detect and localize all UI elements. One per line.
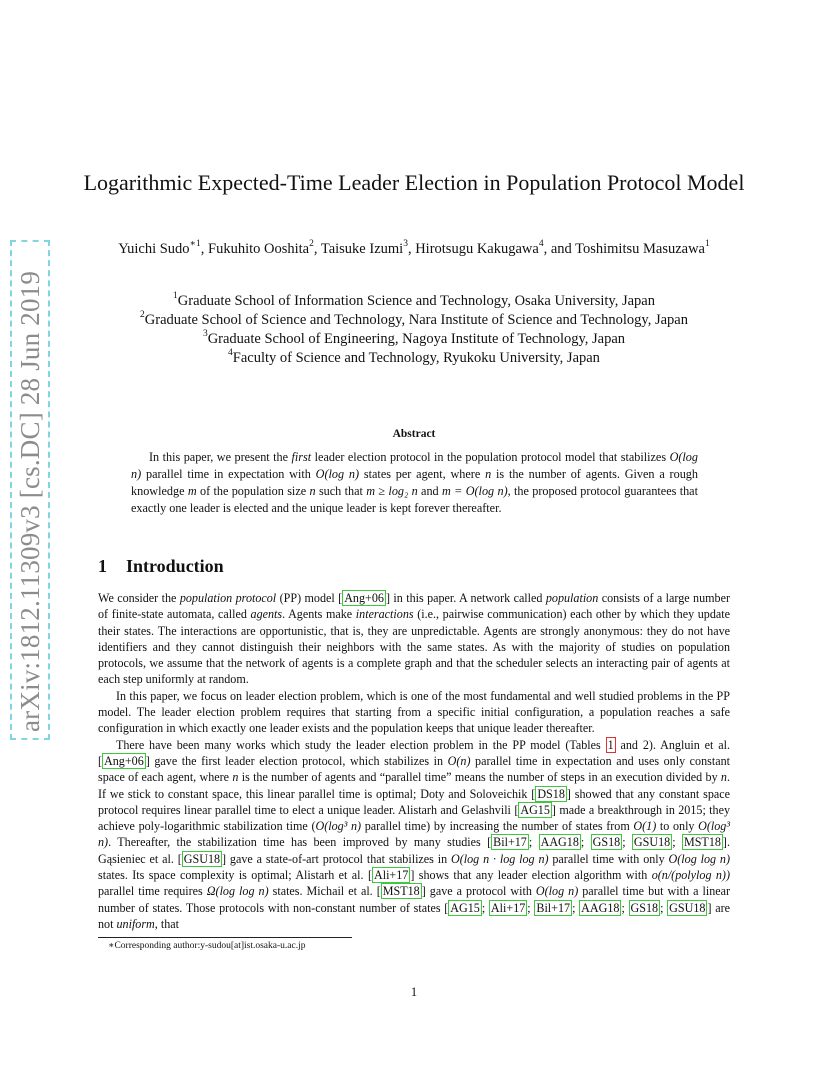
page-number: 1 (410, 985, 418, 999)
affil-mark: 2 (140, 310, 145, 321)
citation-link[interactable]: GS18 (630, 900, 659, 915)
affiliation (60, 330, 768, 349)
abstract-body (131, 449, 698, 517)
citation-link[interactable]: GS18 (592, 835, 621, 850)
citation-link[interactable]: AG15 (520, 802, 550, 817)
citation-link[interactable]: AG15 (450, 900, 480, 915)
citation-link[interactable]: Ang+06 (344, 591, 384, 605)
arxiv-identifier-link[interactable]: arXiv:1812.11309v3 [cs.DC] 28 Jun 2019 (10, 240, 50, 740)
citation-link[interactable]: Ali+17 (373, 868, 409, 883)
affiliation (60, 349, 768, 368)
affil-text: Graduate School of Information Science and Technology, Osaka University, Japan (177, 293, 655, 309)
citation-link[interactable]: DS18 (537, 786, 565, 801)
footnote: ∗Corresponding author:y-sudou[at]ist.osaka-u.ac.jp (108, 941, 306, 951)
paper-title: Logarithmic Expected-Time Leader Election in Population Protocol Model (83, 170, 745, 195)
citation-link[interactable]: Ali+17 (490, 900, 526, 915)
introduction-body (98, 590, 730, 932)
author-name: , Taisuke Izumi (313, 241, 404, 257)
affil-text: Faculty of Science and Technology, Ryukoku University, Japan (232, 350, 600, 366)
citation-link[interactable]: Bil+17 (493, 835, 527, 850)
abstract-paragraph: In this paper, we present the first leader election protocol in the population protocol model that stabilizes O(log n) parallel time in expectation with O(log n) states per agent, where n is the number of agents. Given a rough knowledge m of the population size n such that m ≥ log₂ n and m = O(log n), the proposed protocol guarantees that exactly one leader is elected and the unique leader is kept forever thereafter. (131, 450, 698, 515)
author-name: , Fukuhito Ooshita (200, 241, 310, 257)
author-affil-mark: 1 (705, 239, 710, 250)
affil-mark: 1 (173, 291, 178, 302)
author-name: , Hirotsugu Kakugawa (407, 241, 539, 257)
citation-link[interactable]: AAG18 (540, 835, 579, 850)
affil-text: Graduate School of Science and Technology, Nara Institute of Science and Technology, Japan (144, 312, 688, 328)
citation-link[interactable]: MST18 (382, 884, 420, 899)
author-affil-mark: 4 (538, 239, 544, 250)
author-affil-mark: ∗1 (189, 239, 201, 250)
citation-link[interactable]: MST18 (683, 835, 721, 850)
citation-link[interactable]: Bil+17 (536, 900, 571, 915)
section-heading (98, 556, 224, 577)
body-paragraph: There have been many works which study the leader election problem in the PP model (Tables 1 and 2). Angluin et al. [ Ang+06 ] gave the first leader election protocol, which stabilizes in O(n) parallel time in expectation and uses only constant space of each agent, where n is the number of agents and “parallel time” means the number of steps in an execution divided by n. If we stick to constant space, this linear parallel time is optimal; Doty and Soloveichik [ DS18 ] showed that any constant space protocol requires linear parallel time to elect a unique leader. Alistarh and Gelashvili [ AG15 ] made a breakthrough in 2015; they achieve poly-logarithmic stabilization time (O(log³ n) parallel time) by increasing the number of states from O(1) to only O(log³ n). Thereafter, the stabilization time has been improved by many studies [ Bil+17 ; AAG18 ; GS18 ; GSU18 ; MST18 ]. Gąsieniec et al. [ GSU18 ] gave a state-of-art protocol that stabilizes in O(log n · log log n) parallel time with only O(log log n) states. Its space complexity is optimal; Alistarh et al. [ Ali+17 ] shows that any leader election algorithm with o(n/(polylog n)) parallel time requires Ω(log log n) states. Michail et al. [ MST18 ] gave a protocol with O(log n) parallel time but with a linear number of states. Those protocols with non-constant number of states [ AG15 ; Ali+17 ; Bil+17 ; AAG18 ; GS18 ; GSU18 ] are not uniform, that (98, 737, 731, 931)
author-name: , and Toshimitsu Masuzawa (543, 241, 705, 257)
table-ref-link[interactable]: 1 (607, 737, 614, 752)
author-name: Yuichi Sudo (118, 241, 190, 257)
affiliation-list (60, 292, 768, 368)
affiliation (60, 311, 768, 330)
citation-link[interactable]: GSU18 (633, 835, 671, 850)
affil-text: Graduate School of Engineering, Nagoya Institute of Technology, Japan (207, 331, 626, 347)
author-affil-mark: 2 (309, 239, 314, 250)
footnote-rule (98, 937, 352, 938)
citation-link[interactable]: GSU18 (669, 900, 706, 915)
author-affil-mark: 3 (403, 239, 408, 250)
abstract-heading: Abstract (392, 428, 436, 440)
section-number: 1 (98, 556, 107, 576)
citation-link[interactable]: GSU18 (183, 851, 221, 866)
section-title: Introduction (126, 556, 224, 576)
affil-mark: 3 (202, 329, 208, 340)
citation-link[interactable]: AAG18 (581, 900, 620, 915)
affiliation (60, 292, 768, 311)
affil-mark: 4 (228, 348, 233, 359)
citation-link[interactable]: Ang+06 (104, 753, 144, 768)
body-paragraph: In this paper, we focus on leader election problem, which is one of the most fundamental and well studied problems in the PP model. The leader election problem requires that starting from a specific initial configuration, a population reaches a safe configuration in which exactly one leader exists and the population keeps that unique leader thereafter. (98, 688, 730, 736)
author-list (100, 240, 728, 259)
body-paragraph: We consider the population protocol (PP) model [ Ang+06 ] in this paper. A network called population consists of a large number of finite-state automata, called agents. Agents make interactions (i.e., pairwise communication) each other by which they update their states. The interactions are opportunistic, that is, they are unpredictable. Agents are strongly anonymous: they do not have identifiers and they cannot distinguish their neighbors with the same states. As with the majority of studies on population protocols, we assume that the network of agents is a complete graph and that the scheduler selects an interacting pair of agents at each step uniformly at random. (98, 591, 730, 687)
